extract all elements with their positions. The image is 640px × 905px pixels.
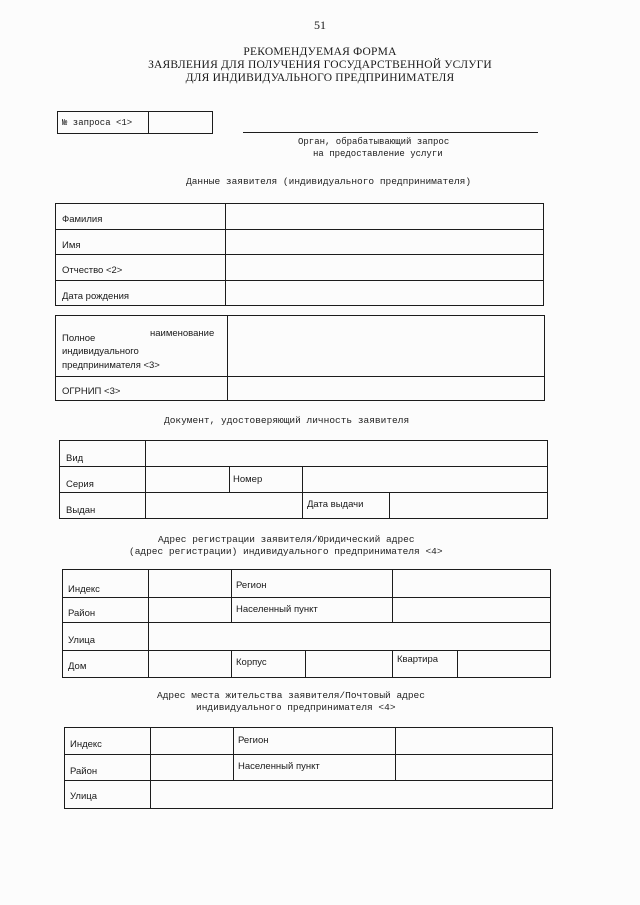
res-index-label: Индекс — [70, 739, 102, 750]
res-index-field[interactable] — [152, 729, 231, 752]
reg-district-field[interactable] — [150, 599, 229, 620]
res-region-label: Регион — [238, 735, 269, 746]
form-title-line1: РЕКОМЕНДУЕМАЯ ФОРМА — [243, 46, 397, 58]
doc-issued-by-field[interactable] — [147, 494, 300, 517]
registration-divider-c — [231, 650, 232, 678]
registration-row-sep — [62, 597, 551, 598]
res-district-field[interactable] — [152, 756, 231, 778]
entrepreneur-divider — [227, 315, 228, 401]
form-title-line3: ДЛЯ ИНДИВИДУАЛЬНОГО ПРЕДПРИНИМАТЕЛЯ — [185, 72, 455, 84]
registration-row-sep — [62, 622, 551, 623]
birth-date-field[interactable] — [227, 282, 542, 304]
doc-issue-date-label: Дата выдачи — [307, 499, 364, 510]
reg-house-field[interactable] — [150, 652, 229, 676]
reg-region-field[interactable] — [394, 571, 549, 595]
identity-divider-main — [145, 440, 146, 519]
form-title-line2: ЗАЯВЛЕНИЯ ДЛЯ ПОЛУЧЕНИЯ ГОСУДАРСТВЕННОЙ УСЛУГИ — [148, 59, 492, 71]
registration-divider-f — [457, 650, 458, 678]
res-region-field[interactable] — [397, 729, 551, 752]
identity-divider-number — [302, 466, 303, 519]
registration-divider-a — [231, 569, 232, 622]
doc-type-label: Вид — [66, 453, 84, 464]
request-number-label: № запроса <1> — [62, 118, 133, 128]
ogrnip-field[interactable] — [229, 378, 543, 399]
identity-row-sep — [59, 466, 548, 467]
reg-house-label: Дом — [68, 661, 87, 672]
surname-field[interactable] — [227, 205, 542, 227]
applicant-heading: Данные заявителя (индивидуального предпринимателя) — [186, 176, 472, 187]
registration-divider-b — [392, 569, 393, 622]
applicant-row-sep — [55, 254, 544, 255]
applicant-row-sep — [55, 280, 544, 281]
residence-divider-b — [395, 727, 396, 780]
doc-number-field[interactable] — [304, 468, 546, 490]
registration-heading-line2: (адрес регистрации) индивидуального предпринимателя <4> — [129, 546, 443, 557]
reg-apartment-field[interactable] — [459, 652, 549, 676]
birth-date-label: Дата рождения — [62, 291, 130, 302]
res-locality-label: Населенный пункт — [238, 761, 320, 772]
reg-street-field[interactable] — [150, 624, 549, 648]
doc-series-label: Серия — [66, 479, 94, 490]
reg-building-field[interactable] — [307, 652, 390, 676]
residence-heading-line1: Адрес места жительства заявителя/Почтовый адрес — [157, 690, 425, 701]
registration-divider-e — [392, 650, 393, 678]
res-street-field[interactable] — [152, 782, 551, 807]
name-field[interactable] — [227, 231, 542, 252]
reg-building-label: Корпус — [236, 657, 267, 668]
identity-heading: Документ, удостоверяющий личность заявителя — [164, 415, 410, 426]
residence-row-sep — [64, 780, 553, 781]
surname-label: Фамилия — [62, 214, 103, 225]
authority-line[interactable] — [243, 132, 538, 133]
full-name-label-word1: Полное — [62, 333, 96, 344]
res-street-label: Улица — [70, 791, 97, 802]
registration-divider-d — [305, 650, 306, 678]
request-number-divider — [148, 111, 149, 134]
identity-row-sep — [59, 492, 548, 493]
reg-locality-label: Населенный пункт — [236, 604, 318, 615]
doc-issued-by-label: Выдан — [66, 505, 96, 516]
request-number-field[interactable] — [150, 113, 211, 132]
residence-heading-line2: индивидуального предпринимателя <4> — [196, 702, 396, 713]
full-name-label-line2: индивидуального — [62, 346, 139, 357]
residence-row-sep — [64, 754, 553, 755]
reg-index-field[interactable] — [150, 571, 229, 595]
patronymic-label: Отчество <2> — [62, 265, 123, 276]
residence-divider-a — [233, 727, 234, 780]
registration-divider-main — [148, 569, 149, 678]
reg-district-label: Район — [68, 608, 96, 619]
reg-index-label: Индекс — [68, 584, 100, 595]
entrepreneur-row-sep — [55, 376, 545, 377]
residence-divider-main — [150, 727, 151, 809]
ogrnip-label: ОГРНИП <3> — [62, 386, 121, 397]
full-name-field[interactable] — [229, 317, 543, 374]
identity-divider-date — [389, 492, 390, 519]
res-locality-field[interactable] — [397, 756, 551, 778]
reg-apartment-label: Квартира — [397, 654, 439, 665]
reg-locality-field[interactable] — [394, 599, 549, 620]
applicant-row-sep — [55, 229, 544, 230]
doc-type-field[interactable] — [147, 442, 546, 464]
name-label: Имя — [62, 240, 81, 251]
authority-caption-line2: на предоставление услуги — [313, 149, 443, 159]
registration-row-sep — [62, 650, 551, 651]
authority-caption-line1: Орган, обрабатывающий запрос — [298, 137, 450, 147]
patronymic-field[interactable] — [227, 256, 542, 278]
doc-series-field[interactable] — [147, 468, 227, 490]
reg-street-label: Улица — [68, 635, 95, 646]
identity-divider-series — [229, 466, 230, 492]
doc-number-label: Номер — [233, 474, 263, 485]
registration-heading-line1: Адрес регистрации заявителя/Юридический адрес — [158, 534, 415, 545]
doc-issue-date-field[interactable] — [391, 494, 546, 517]
res-district-label: Район — [70, 766, 98, 777]
reg-region-label: Регион — [236, 580, 267, 591]
page-number: 51 — [314, 18, 326, 32]
full-name-label-word2: наименование — [150, 328, 215, 339]
full-name-label-line3: предпринимателя <3> — [62, 360, 160, 371]
